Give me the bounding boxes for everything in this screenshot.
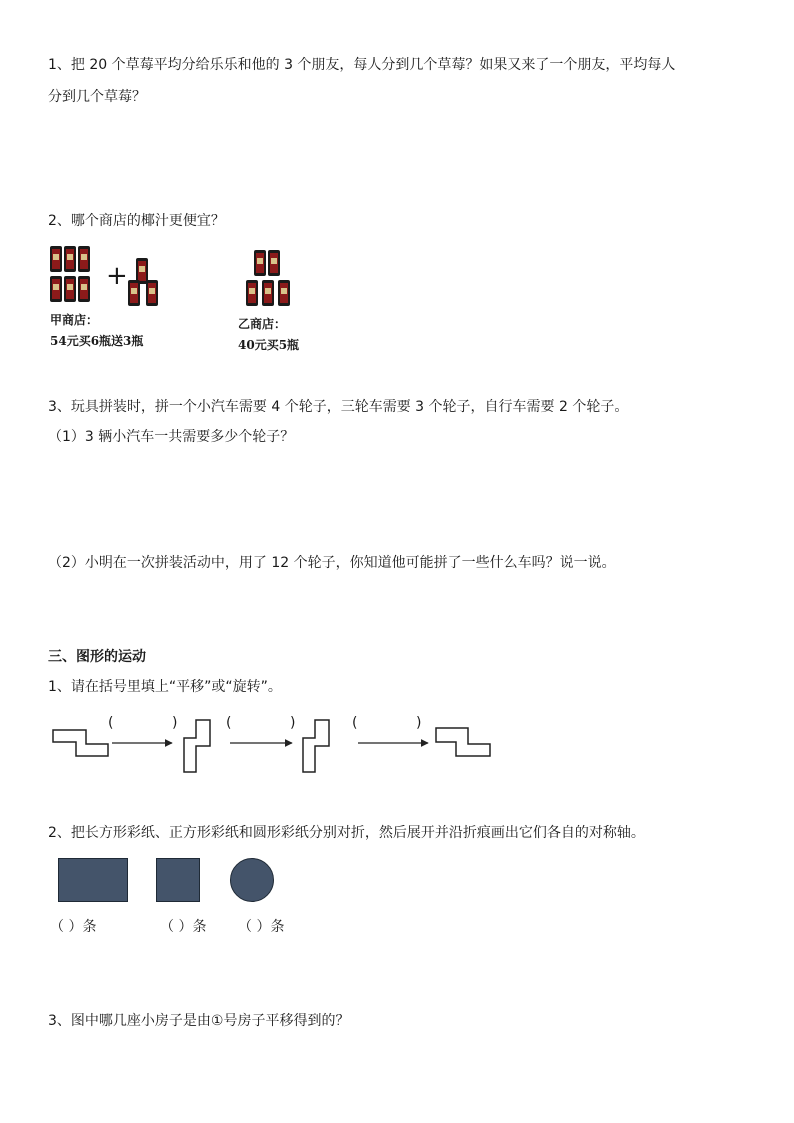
circle-paper (230, 858, 274, 902)
store-a-offer: 54元买6瓶送3瓶 (50, 334, 144, 348)
store-b-bottles-image (244, 250, 304, 308)
circle-axis-answer: （ ）条 (238, 919, 285, 935)
transformation-figures (50, 716, 510, 776)
shape-3 (303, 720, 329, 772)
plus-sign: + (106, 261, 128, 291)
shape-2 (184, 720, 210, 772)
bracket-open-1: ( (108, 715, 114, 731)
section3-q2-text: 2、把长方形彩纸、正方形彩纸和圆形彩纸分别对折，然后展开并沿折痕画出它们各自的对称轴。 (48, 825, 645, 841)
bracket-open-2: ( (226, 715, 232, 731)
store-b-name: 乙商店： (238, 317, 287, 331)
section3-title: 三、图形的运动 (48, 649, 146, 665)
bracket-open-3: ( (352, 715, 358, 731)
bracket-close-1: ) (172, 715, 178, 731)
store-a-name: 甲商店： (50, 313, 99, 327)
bracket-close-3: ) (416, 715, 422, 731)
q1-line1: 1、把 20 个草莓平均分给乐乐和他的 3 个朋友，每人分到几个草莓？如果又来了一个朋友，平均每人 (48, 57, 676, 73)
shape-1 (53, 730, 108, 756)
bottle-group-three (128, 258, 158, 306)
square-axis-answer: （ ）条 (160, 919, 207, 935)
rectangle-paper (58, 858, 128, 902)
rectangle-axis-answer: （ ）条 (50, 919, 97, 935)
section3-q1-text: 1、请在括号里填上“平移”或“旋转”。 (48, 679, 282, 695)
q3-sub1: （1）3 辆小汽车一共需要多少个轮子？ (48, 429, 295, 445)
shape-4 (436, 728, 490, 756)
section3-q3-text: 3、图中哪几座小房子是由①号房子平移得到的？ (48, 1013, 350, 1029)
q2-text: 2、哪个商店的椰汁更便宜？ (48, 213, 225, 229)
q3-sub2: （2）小明在一次拼装活动中，用了 12 个轮子，你知道他可能拼了一些什么车吗？说一说。 (48, 555, 616, 571)
store-b-offer: 40元买5瓶 (238, 338, 300, 352)
bracket-close-2: ) (290, 715, 296, 731)
q1-line2: 分到几个草莓？ (48, 89, 146, 105)
square-paper (156, 858, 200, 902)
bottle-group-six (50, 246, 90, 302)
q3-text: 3、玩具拼装时，拼一个小汽车需要 4 个轮子，三轮车需要 3 个轮子，自行车需要 2 个轮子。 (48, 399, 629, 415)
